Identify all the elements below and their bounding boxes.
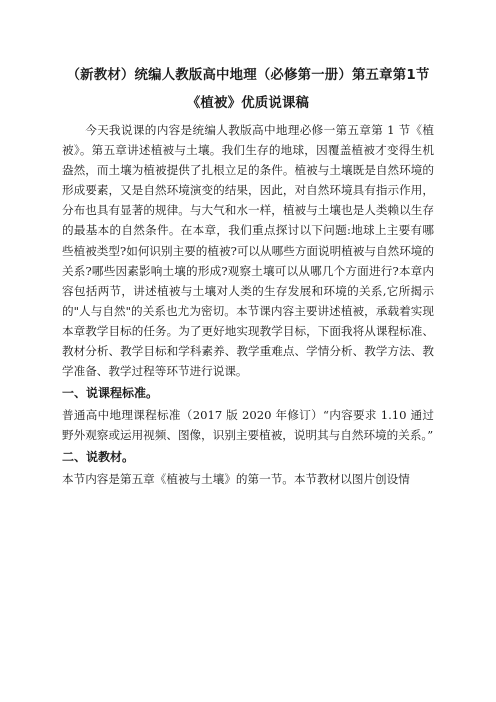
- section-heading-curriculum-standard: 一、说课程标准。: [62, 386, 159, 401]
- curriculum-standard-paragraph: 普通高中地理课程标准（2017 版 2020 年修订）“内容要求 1.10 通过野外观察或运用视频、图像，识别主要植被，说明其与自然环境的关系。”: [62, 408, 434, 443]
- textbook-paragraph: 本节内容是第五章《植被与土壤》的第一节。本节教材以图片创设情: [62, 472, 410, 487]
- section-heading-textbook: 二、说教材。: [62, 450, 135, 465]
- intro-paragraph: 今天我说课的内容是统编人教版高中地理必修一第五章第 1 节《植被》。第五章讲述植被与土壤。我们生存的地球，因覆盖植被才变得生机盎然，而土壤为植被提供了扎根立足的条件。植被与土壤既是自然环境的形成要素，又是自然环境演变的结果，因此，对自然环境具有指示作用，分布也具有显著的规律。与大气和水一样，植被与土壤也是人类赖以生存的最基本的自然条件。在本章，我们重点探讨以下问题:地球上主要有哪些植被类型?如何识别主要的植被?可以从哪些方面说明植被与自然环境的关系?哪些因素影响土壤的形成?观察土壤可以从哪几个方面进行?本章内容包括两节，讲述植被与土壤对人类的生存发展和环境的关系,它所揭示的"人与自然"的关系也尤为密切。本节课内容主要讲述植被，承载着实现本章教学目标的任务。为了更好地实现教学目标，下面我将从课程标准、教材分析、教学目标和学科素养、教学重难点、学情分析、教学方法、教学准备、教学过程等环节进行说课。: [62, 123, 434, 379]
- document-page: [62, 62, 434, 490]
- document-title: （新教材）统编人教版高中地理（必修第一册）第五章第1节《植被》优质说课稿: [66, 68, 430, 111]
